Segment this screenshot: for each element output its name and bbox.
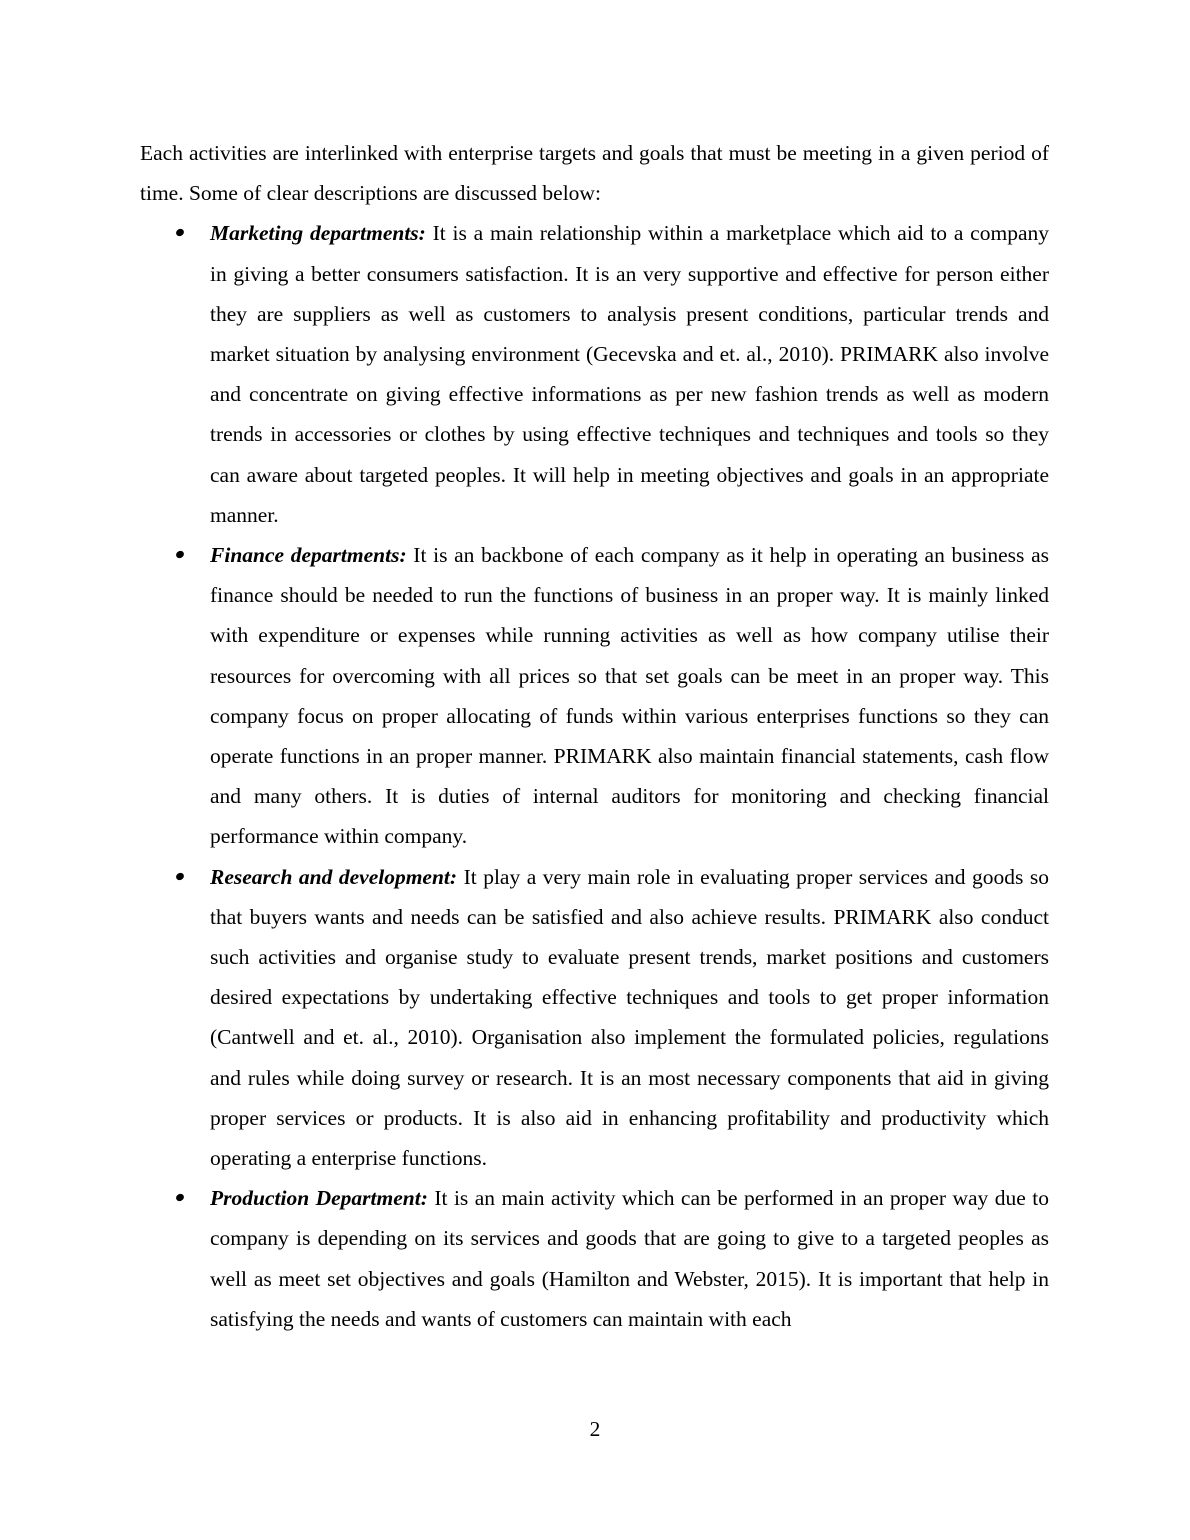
intro-paragraph: Each activities are interlinked with enterprise targets and goals that must be meeting in a given period of time. Some of clear descriptions are discussed below: [140, 141, 1049, 206]
bullet-icon [175, 550, 185, 560]
list-item [140, 1178, 1049, 1339]
bullet-title: Marketing departments: [210, 221, 426, 246]
bullet-text: It is a main relationship within a marketplace which aid to a company in giving a better consumers satisfaction. It is an very supportive and effective for person either they are suppliers as well as customers to analysis present conditions, particular trends and market situation by analysing environment (Gecevska and et. al., 2010). PRIMARK also involve and concentrate on giving effective informations as per new fashion trends as well as modern trends in accessories or clothes by using effective techniques and techniques and tools so they can aware about targeted peoples. It will help in meeting objectives and goals in an appropriate manner. [210, 221, 1049, 527]
bullet-text: It is an backbone of each company as it help in operating an business as finance should be needed to run the functions of business in an proper way. It is mainly linked with expenditure or expenses while running activities as well as how company utilise their resources for overcoming with all prices so that set goals can be meet in an proper way. This company focus on proper allocating of funds within various enterprises functions so they can operate functions in an proper manner. PRIMARK also maintain financial statements, cash flow and many others. It is duties of internal auditors for monitoring and checking financial performance within company. [210, 543, 1049, 849]
page-number: 2 [589, 1417, 601, 1441]
bullet-icon [175, 1193, 185, 1203]
bullet-text: It play a very main role in evaluating proper services and goods so that buyers wants and needs can be satisfied and also achieve results. PRIMARK also conduct such activities and organise study to evaluate present trends, market positions and customers desired expectations by undertaking effective techniques and tools to get proper information (Cantwell and et. al., 2010). Organisation also implement the formulated policies, regulations and rules while doing survey or research. It is an most necessary components that aid in giving proper services or products. It is also aid in enhancing profitability and productivity which operating a enterprise functions. [210, 864, 1050, 1171]
bullet-icon [175, 228, 185, 238]
bullet-title: Production Department: [210, 1186, 428, 1211]
page-content [140, 133, 1049, 1339]
list-item [140, 535, 1049, 857]
bullet-text: It is an main activity which can be performed in an proper way due to company is depending on its services and goods that are going to give to a targeted peoples as well as meet set objectives and goals (Hamilton and Webster, 2015). It is important that help in satisfying the needs and wants of customers can maintain with each [210, 1186, 1049, 1331]
list-item [140, 213, 1049, 535]
department-list [140, 213, 1049, 1339]
bullet-title: Research and development: [210, 864, 458, 889]
bullet-title: Finance departments: [210, 543, 407, 568]
bullet-icon [175, 871, 185, 881]
list-item [140, 857, 1049, 1179]
